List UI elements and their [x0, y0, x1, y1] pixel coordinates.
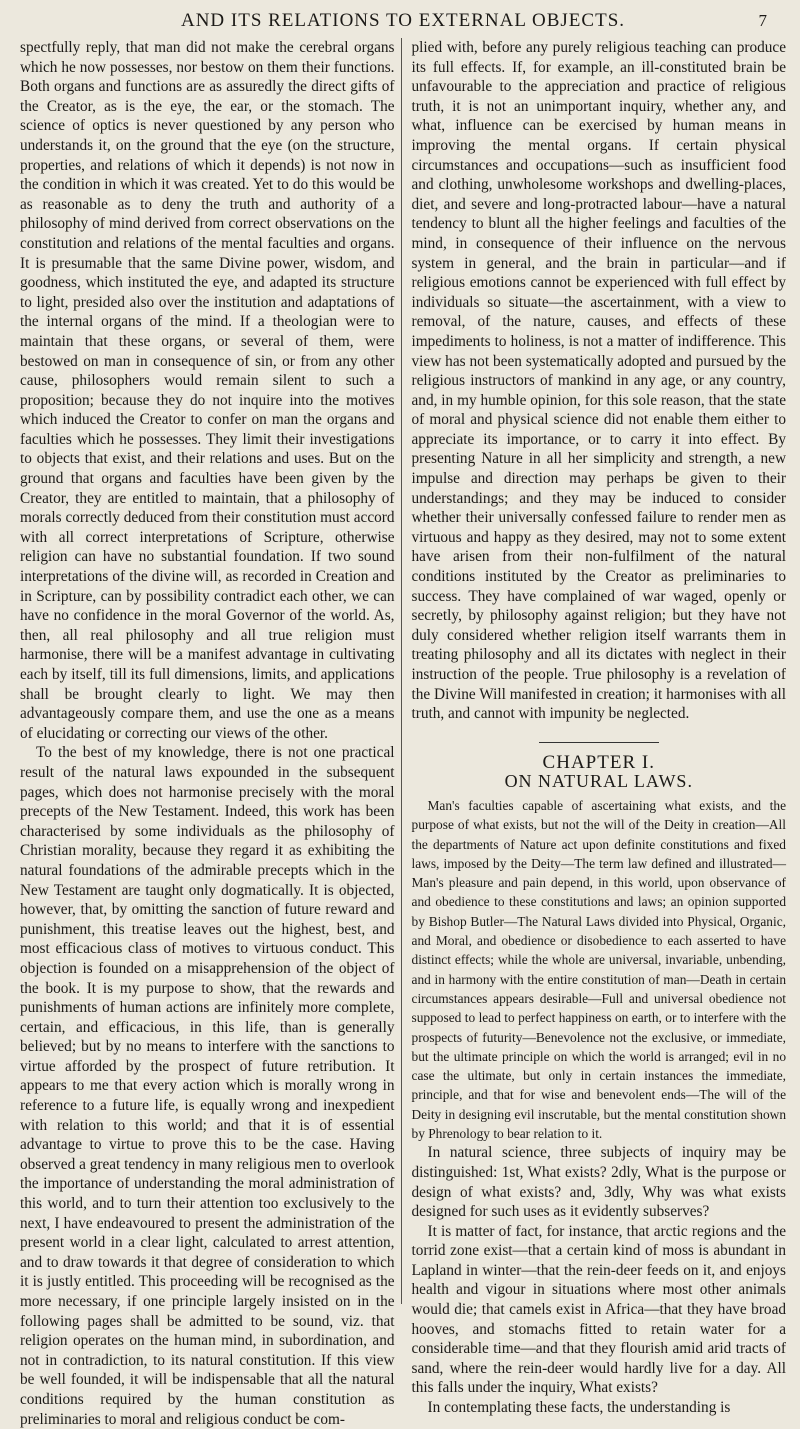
chapter-number: CHAPTER I. [542, 751, 655, 773]
section-divider [539, 742, 659, 743]
paragraph: In contemplating these facts, the understanding is [427, 1399, 731, 1417]
chapter-title: ON NATURAL LAWS. [504, 771, 693, 792]
paragraph: plied with, before any purely religious teaching can produce its full effects. If, for example, an ill-constituted brain be unfavourable to the appreciation and practice of religious truth, it is not an unimportant inquiry, whether any, and what, influence can be exercised by human means in improving the mental organs. If certain physical circumstances and occupations—such as insufficient food and clothing, unwholesome workshops and dwelling-places, diet, and severe and long-protracted labour—have a natural tendency to blunt all the higher feelings and faculties of the mind, in consequence of their influence on the nervous system in general, and the brain in particular—and if religious emotions cannot be experienced with full effect by individuals so situate—the ascertainment, with a view to removal, of the nature, causes, and effects of these impediments to holiness, is not a matter of indifference. This view has not been systematically adopted and pursued by the religious instructors of mankind in any age, or any country, and, in my humble opinion, for this sole reason, that the state of moral and physical science did not enable them either to appreciate its importance, or to carry it into effect. By presenting Nature in all her simplicity and strength, a new impulse and direction may perhaps be given to their understandings; and they may be induced to consider whether their universally confessed failure to render men as virtuous and happy as they desired, may not to some extent have arisen from their non-fulfilment of the natural conditions instituted by the Creator as preliminaries to success. They have complained of war waged, openly or secretly, by philosophy against religion; but they have not duly considered whether religion itself warrants them in treating philosophy and all its dictates with neglect in their instruction of the people. True philosophy is a revelation of the Divine Will manifested in creation; it harmonises with all truth, and cannot with impunity be neglected. [411, 39, 787, 723]
right-column [406, 38, 787, 1417]
page-number: 7 [758, 11, 768, 30]
paragraph: To the best of my knowledge, there is not one practical result of the natural laws expounded in the subsequent pages, which does not harmonise precisely with the moral precepts of the New Testament. Indeed, this work has been characterised by some individuals as the philosophy of Christian morality, because they regard it as exhibiting the natural foundations of the admirable precepts which in the New Testament are taught only dogmatically. It is objected, however, that, by omitting the sanction of future reward and punishment, this treatise leaves out the highest, best, and most efficacious class of motives to virtuous conduct. This objection is founded on a misapprehension of the object of the book. It is my purpose to show, that the rewards and punishments of human actions are infinitely more complete, certain, and efficacious, in this life, than is generally believed; but by no means to interfere with the sanctions to virtue afforded by the prospect of future retribution. It appears to me that every action which is morally wrong in reference to a future life, is equally wrong and inexpedient with relation to this world; and that it is of essential advantage to virtue to prove this to be the case. Having observed a great tendency in many religious men to overlook the importance of understanding the moral administration of this world, and to turn their attention too exclusively to the next, I have endeavoured to present the administration of the present world in a clear light, calculated to arrest attention, and to draw towards it that degree of consideration to which it is justly entitled. This proceeding will be recognised as the more necessary, if one principle largely insisted on in the following pages shall be admitted to be sound, viz. that religion operates on the human mind, in subordination, and not in contradiction, to its natural constitution. If this view be well founded, it will be indispensable that all the natural conditions required by the human constitution as preliminaries to moral and religious conduct be com- [20, 744, 395, 1428]
column-rule [401, 38, 402, 1304]
paragraph: In natural science, three subjects of inquiry may be distinguished: 1st, What exists? 2dly, What is the purpose or design of what exists? and, 3dly, Why was what exists designed for such uses as it evidently subserves? [411, 1144, 787, 1221]
text-columns [20, 38, 787, 1428]
left-column [20, 38, 401, 1428]
running-head [20, 8, 786, 38]
paragraph: It is matter of fact, for instance, that arctic regions and the torrid zone exist—that a certain kind of moss is abundant in Lapland in winter—that the rein-deer feeds on it, and enjoys health and vigour in situations where most other animals would die; that camels exist in Africa—that they have broad hooves, and stomachs fitted to retain water for a considerable time—and that they flourish amid arid tracts of sand, where the rein-deer would hardly live for a day. All this falls under the inquiry, What exists? [411, 1222, 787, 1397]
paragraph: spectfully reply, that man did not make the cerebral organs which he now possesses, nor bestow on them their functions. Both organs and functions are as assuredly the direct gifts of the Creator, as is the eye, the ear, or the stomach. The science of optics is never questioned by any person who understands it, on the ground that the eye (on the structure, properties, and relations of which it depends) is not now in the condition in which it was created. Yet to do this would be as reasonable as to deny the truth and authority of a philosophy of mind derived from correct observations on the constitution and relations of the mental faculties and organs. It is presumable that the same Divine power, wisdom, and goodness, which instituted the eye, and adapted its structure to light, presided also over the institution and adaptations of the internal organs of the mind. If a theologian were to maintain that these organs, or several of them, were bestowed on man in consequence of sin, or from any other cause, philosophers would remain silent to such a proposition; because they do not inquire into the motives which induced the Creator to confer on man the organs and faculties which he possesses. They limit their investigations to objects that exist, and their relations and uses. But on the ground that organs and faculties have been given by the Creator, they are entitled to maintain, that a philosophy of morals correctly deduced from their constitution must accord with all correct interpretations of Scripture, otherwise religion can have no substantial foundation. If two sound interpretations of the divine will, as recorded in Creation and in Scripture, can by possibility contradict each other, we can have no confidence in the moral Governor of the world. As, then, all real philosophy and all true religion must harmonise, there will be a manifest advantage in cultivating each by itself, till its full dimensions, limits, and applications shall be brought clearly to light. We may then advantageously compare them, and use the one as a means of elucidating or correcting our views of the other. [20, 39, 395, 742]
running-title: AND ITS RELATIONS TO EXTERNAL OBJECTS. [180, 10, 626, 31]
chapter-synopsis: Man's faculties capable of ascertaining what exists, and the purpose of what exists, but not the will of the Deity in creation—All the departments of Nature act upon definite constitutions and fixed laws, imposed by the Deity—The term law defined and illustrated—Man's pleasure and pain depend, in this world, upon observance of and obedience to these constitutions and laws; an opinion supported by Bishop Butler—The Natural Laws divided into Physical, Organic, and Moral, and obedience or disobedience to each asserted to have distinct effects; while the whole are universal, invariable, unbending, and in harmony with the entire constitution of man—Death in certain circumstances appears desirable—Full and universal obedience not supposed to lead to perfect happiness on earth, or to interfere with the prospects of futurity—Benevolence not the exclusive, or immediate, but the ultimate principle on which the world is arranged; evil in no case the ultimate, but only in certain instances the immediate, principle, and that for wise and benevolent ends—The will of the Deity in designing evil inscrutable, but the mental constitution shown by Phrenology to bear relation to it. [411, 797, 787, 1142]
